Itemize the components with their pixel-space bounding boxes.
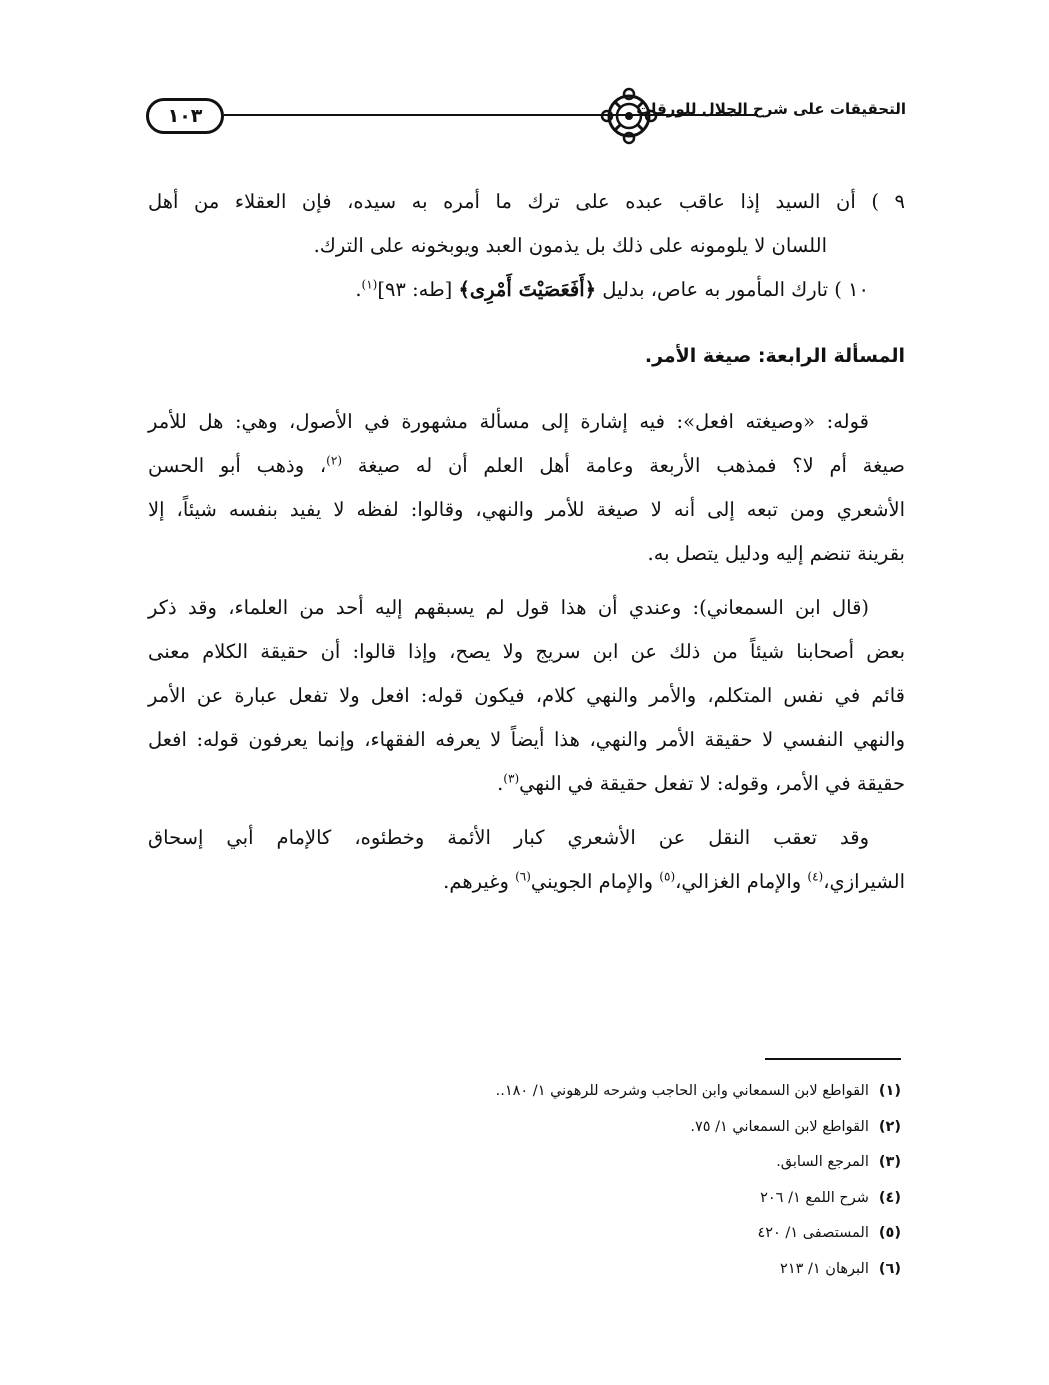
footnote-reference: (٤) [807, 869, 824, 884]
section-heading: المسألة الرابعة: صيغة الأمر. [644, 345, 905, 367]
footnote-number: (٥) [878, 1225, 901, 1241]
footnote-separator [765, 1058, 901, 1060]
text-line: قوله: «وصيغته افعل»: فيه إشارة إلى مسألة مشهورة في الأصول، وهي: هل للأمر [148, 410, 869, 433]
text-run: والإمام الغزالي، [675, 870, 808, 893]
footnote-text: المرجع السابق. [776, 1154, 869, 1170]
footnote [301, 1252, 901, 1288]
text-line [148, 444, 905, 488]
text-run: ، وذهب أبو الحسن [148, 454, 327, 477]
footnote-reference: (٣) [503, 771, 520, 786]
footnote [301, 1145, 901, 1181]
footnote [301, 1074, 901, 1110]
footnote-reference: (٥) [659, 869, 676, 884]
text-run: حقيقة في الأمر، وقوله: لا تفعل حقيقة في النهي [519, 772, 905, 795]
footnote [301, 1181, 901, 1217]
text-line: بقرينة تنضم إليه ودليل يتصل به. [647, 542, 905, 565]
text-line: الأشعري ومن تبعه إلى أنه لا صيغة للأمر والنهي، وقالوا: لفظه لا يفيد بنفسه شيئاً، إلا [148, 498, 905, 521]
text-line: ٩ ) أن السيد إذا عاقب عبده على ترك ما أمره به سيده، فإن العقلاء من أهل [148, 190, 905, 213]
page-header [146, 82, 906, 152]
verse-citation: [طه: ٩٣] [377, 278, 459, 301]
text-line [148, 268, 905, 312]
page-number: ١٠٣ [146, 98, 224, 134]
text-line: بعض أصحابنا شيئاً من ذلك عن ابن سريج ولا يصح، وإذا قالوا: أن حقيقة الكلام معنى [148, 640, 905, 663]
footnotes [301, 1074, 901, 1287]
text-line [148, 762, 905, 806]
footnote-reference: (٦) [515, 869, 531, 884]
text-line: والنهي النفسي لا حقيقة الأمر والنهي، هذا أيضاً لا يعرفه الفقهاء، وإنما يعرفون قوله: افعل [148, 728, 905, 751]
footnote-reference: (١) [361, 277, 378, 292]
main-text [148, 180, 905, 904]
text-run: والإمام الجويني [530, 870, 660, 893]
text-line: وقد تعقب النقل عن الأشعري كبار الأئمة وخطئوه، كالإمام أبي إسحاق [148, 826, 869, 849]
footnote-text: المستصفى ١/ ٤٢٠ [757, 1225, 869, 1241]
text-line [148, 860, 905, 904]
footnote-number: (٦) [878, 1260, 901, 1277]
text-run: . [355, 278, 362, 301]
running-title: التحقيقات على شرح الجلال للورقات [636, 100, 906, 118]
footnote [301, 1110, 901, 1146]
text-run: صيغة أم لا؟ فمذهب الأربعة وعامة أهل العلم أن له صيغة [342, 454, 905, 477]
footnote-number: (٣) [878, 1154, 901, 1170]
footnote [301, 1216, 901, 1252]
text-line: اللسان لا يلومونه على ذلك بل يذمون العبد ويوبخونه على الترك. [313, 234, 827, 257]
footnote-reference: (٢) [326, 453, 342, 468]
text-run: وغيرهم. [443, 870, 516, 893]
text-run: الشيرازي، [823, 870, 905, 893]
footnote-number: (٢) [878, 1118, 901, 1135]
quran-verse: ﴿أَفَعَصَيْتَ أَمْرِى﴾ [458, 278, 597, 301]
text-line: قائم في نفس المتكلم، والأمر والنهي كلام، فيكون قوله: افعل ولا تفعل عبارة عن الأمر [148, 684, 905, 707]
footnote-number: (١) [878, 1083, 901, 1099]
footnote-text: البرهان ١/ ٢١٣ [780, 1260, 869, 1277]
text-run: ١٠ ) تارك المأمور به عاص، بدليل [596, 278, 869, 301]
footnote-text: شرح اللمع ١/ ٢٠٦ [760, 1189, 869, 1206]
text-run: . [497, 772, 504, 795]
footnote-text: القواطع لابن السمعاني وابن الحاجب وشرحه للرهوني ١/ ١٨٠.. [495, 1083, 869, 1099]
footnote-text: القواطع لابن السمعاني ١/ ٧٥. [690, 1118, 869, 1135]
footnote-number: (٤) [878, 1189, 901, 1206]
text-line: (قال ابن السمعاني): وعندي أن هذا قول لم يسبقهم إليه أحد من العلماء، وقد ذكر [148, 596, 869, 619]
